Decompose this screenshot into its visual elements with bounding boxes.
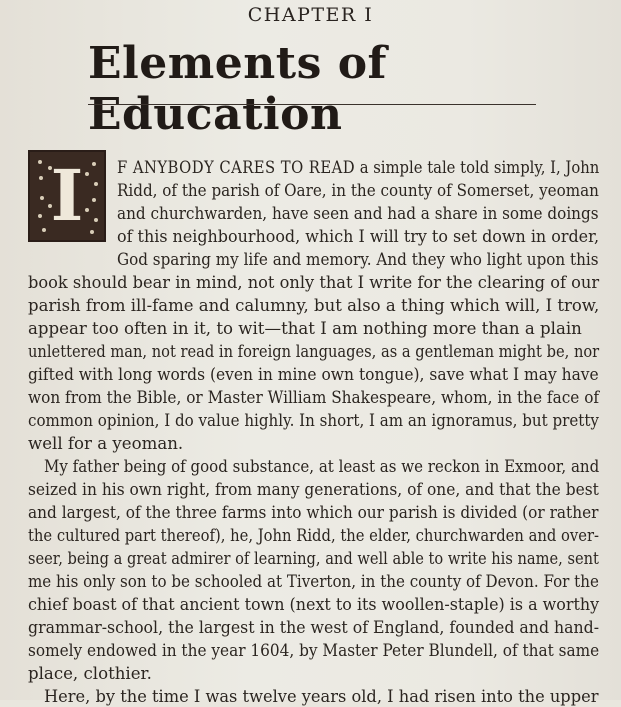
text-line: appear too often in it, to wit—that I am nothing more than a plain <box>28 319 582 338</box>
chapter-label: CHAPTER I <box>247 4 374 26</box>
text-line: chief boast of that ancient town (next to its woollen-staple) is a worthy <box>28 595 600 614</box>
text-line: book should bear in mind, not only that I write for the clearing of our <box>28 273 600 292</box>
text-line: of this neighbourhood, which I will try to set down in order, <box>117 227 600 246</box>
text-line: unlettered man, not read in foreign languages, as a gentleman might be, nor <box>28 342 600 361</box>
text-line: somely endowed in the year 1604, by Master Peter Blundell, of that same <box>28 641 600 660</box>
text-line: won from the Bible, or Master William Shakespeare, whom, in the face of <box>28 388 600 407</box>
text-line: Ridd, of the parish of Oare, in the county of Somerset, yeoman <box>117 181 599 200</box>
drop-cap <box>28 150 106 242</box>
lead-in-text: F ANYBODY CARES TO READ <box>117 158 356 177</box>
text-line: grammar-school, the largest in the west of England, founded and hand- <box>28 618 600 637</box>
text-line: gifted with long words (even in mine own tongue), save what I may have <box>28 365 599 384</box>
drop-cap-letter: I <box>50 154 84 237</box>
text-line: and largest, of the three farms into which our parish is divided (or rather <box>28 503 599 522</box>
text-line: Here, by the time I was twelve years old, I had risen into the upper <box>44 687 599 706</box>
text-line: My father being of good substance, at least as we reckon in Exmoor, and <box>44 457 600 476</box>
text-line: me his only son to be schooled at Tiverton, in the county of Devon. For the <box>28 572 599 591</box>
text-line: and churchwarden, have seen and had a share in some doings <box>117 204 599 223</box>
line-text: a simple tale told simply, I, John <box>355 158 600 177</box>
text-line: place, clothier. <box>28 664 152 683</box>
text-line <box>117 158 599 178</box>
title-rule <box>88 104 536 105</box>
text-line: seer, being a great admirer of learning, and well able to write his name, sent <box>28 549 599 568</box>
text-line: God sparing my life and memory. And they who light upon this <box>117 250 599 269</box>
text-line: well for a yeoman. <box>28 434 184 453</box>
text-line: seized in his own right, from many generations, of one, and that the best <box>28 480 599 499</box>
text-line: common opinion, I do value highly. In short, I am an ignoramus, but pretty <box>28 411 599 430</box>
text-line: parish from ill-fame and calumny, but also a thing which will, I trow, <box>28 296 600 315</box>
chapter-title: Elements of Education <box>88 38 387 140</box>
text-line: the cultured part thereof), he, John Ridd, the elder, churchwarden and over- <box>28 526 600 545</box>
